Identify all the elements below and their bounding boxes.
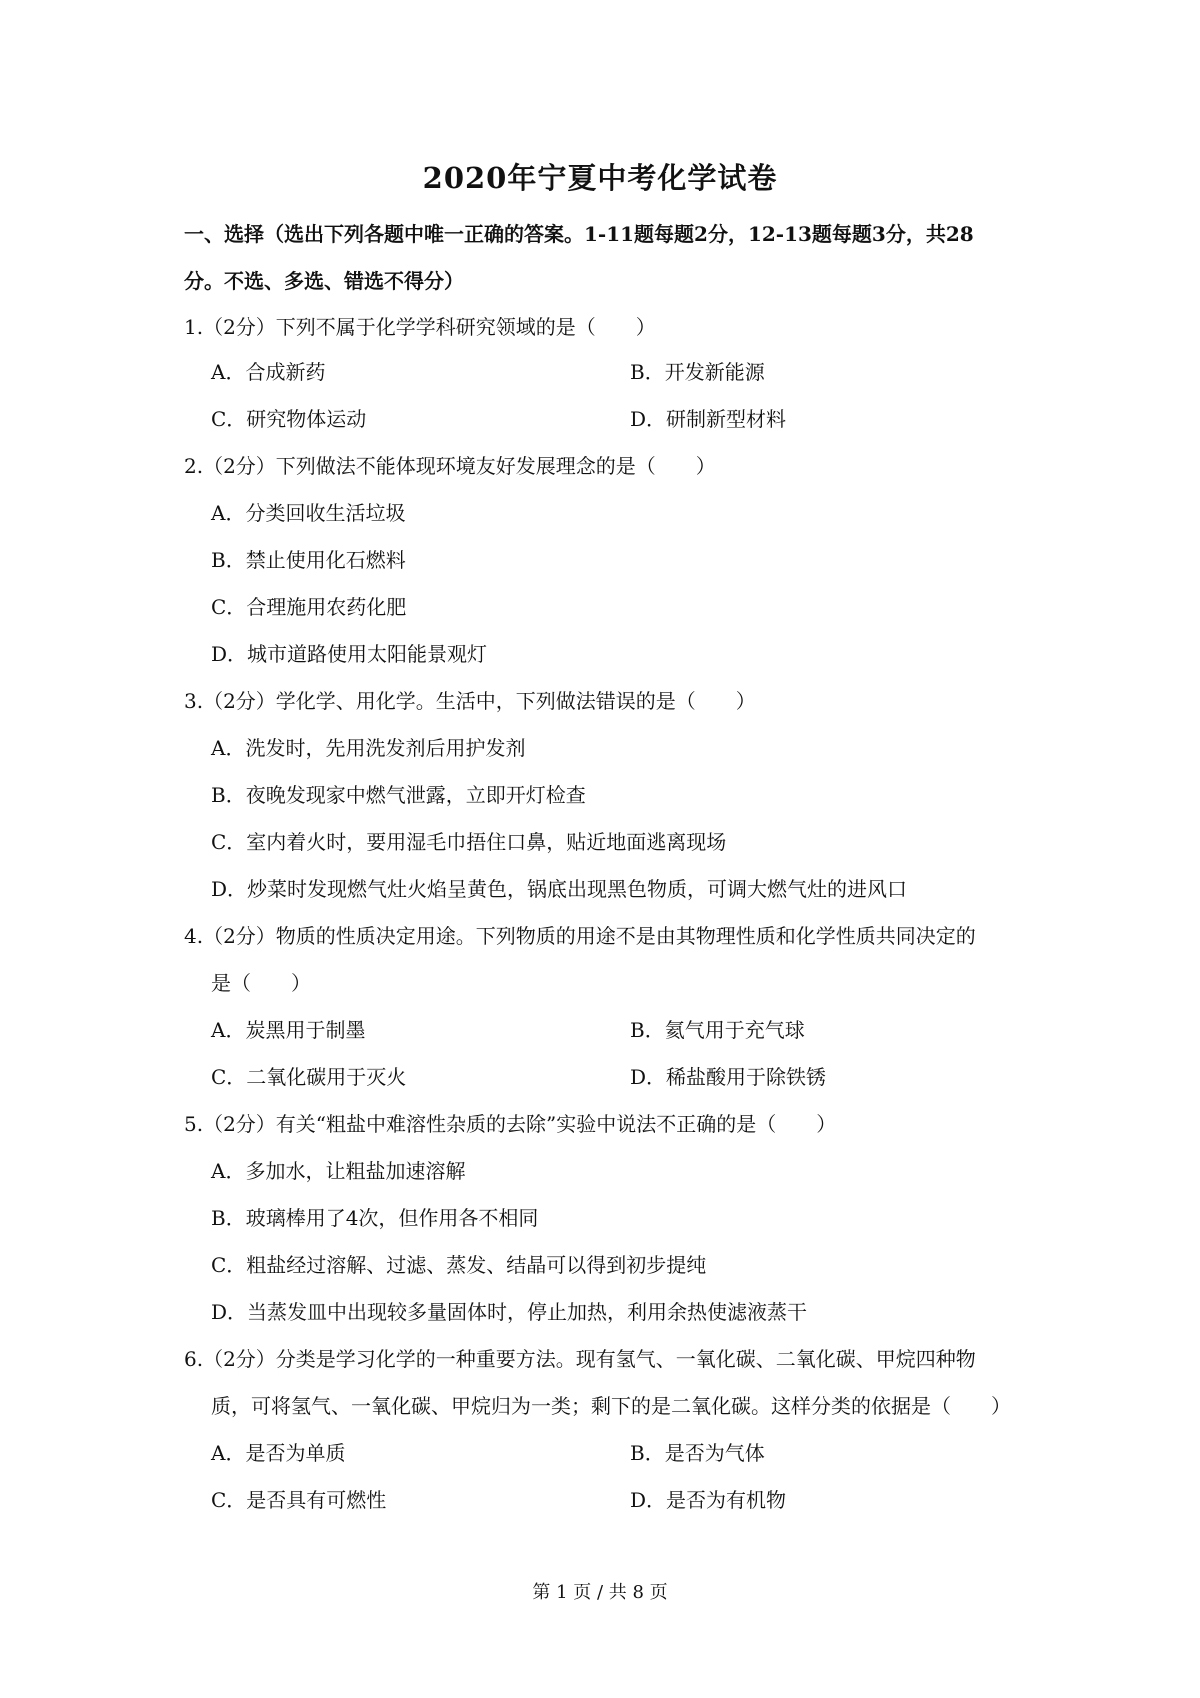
question-2-option-d: D．城市道路使用太阳能景观灯 xyxy=(211,642,488,666)
question-5-option-d: D．当蒸发皿中出现较多量固体时，停止加热，利用余热使滤液蒸干 xyxy=(211,1300,808,1324)
question-5-option-b: B．玻璃棒用了4次，但作用各不相同 xyxy=(211,1206,539,1230)
page-title: 2020年宁夏中考化学试卷 xyxy=(422,161,778,195)
question-4-option-d: D．稀盐酸用于除铁锈 xyxy=(630,1065,827,1089)
question-1-stem: 1.（2分）下列不属于化学学科研究领域的是（ ） xyxy=(184,315,656,339)
section-heading-line2: 分。不选、多选、错选不得分） xyxy=(184,269,464,293)
question-1-option-d: D．研制新型材料 xyxy=(630,407,787,431)
question-6-option-b: B．是否为气体 xyxy=(630,1441,765,1465)
question-4-option-c: C．二氧化碳用于灭火 xyxy=(211,1065,407,1089)
question-2-option-b: B．禁止使用化石燃料 xyxy=(211,548,406,572)
question-1-option-a: A．合成新药 xyxy=(211,360,326,384)
question-4-stem: 4.（2分）物质的性质决定用途。下列物质的用途不是由其物理性质和化学性质共同决定的 xyxy=(184,924,976,948)
question-6-stem: 6.（2分）分类是学习化学的一种重要方法。现有氢气、一氧化碳、二氧化碳、甲烷四种物 xyxy=(184,1347,976,1371)
question-2-option-a: A．分类回收生活垃圾 xyxy=(211,501,406,525)
question-5-option-a: A．多加水，让粗盐加速溶解 xyxy=(211,1159,466,1183)
page-footer: 第 1 页 / 共 8 页 xyxy=(532,1582,668,1603)
question-6-stem-continued: 质，可将氢气、一氧化碳、甲烷归为一类；剩下的是二氧化碳。这样分类的依据是（ ） xyxy=(211,1394,1011,1418)
section-heading-line1: 一、选择（选出下列各题中唯一正确的答案。1-11题每题2分，12-13题每题3分，共28 xyxy=(184,222,974,246)
question-6-option-d: D．是否为有机物 xyxy=(630,1488,787,1512)
question-4-stem-continued: 是（ ） xyxy=(211,971,311,995)
question-3-option-c: C．室内着火时，要用湿毛巾捂住口鼻，贴近地面逃离现场 xyxy=(211,830,727,854)
question-5-option-c: C．粗盐经过溶解、过滤、蒸发、结晶可以得到初步提纯 xyxy=(211,1253,707,1277)
question-4-option-a: A．炭黑用于制墨 xyxy=(211,1018,366,1042)
question-6-option-a: A．是否为单质 xyxy=(211,1441,346,1465)
question-3-option-a: A．洗发时，先用洗发剂后用护发剂 xyxy=(211,736,526,760)
question-5-stem: 5.（2分）有关“粗盐中难溶性杂质的去除”实验中说法不正确的是（ ） xyxy=(184,1112,837,1136)
question-1-option-b: B．开发新能源 xyxy=(630,360,765,384)
question-1-option-c: C．研究物体运动 xyxy=(211,407,367,431)
question-2-option-c: C．合理施用农药化肥 xyxy=(211,595,407,619)
question-3-option-b: B．夜晚发现家中燃气泄露，立即开灯检查 xyxy=(211,783,586,807)
question-3-option-d: D．炒菜时发现燃气灶火焰呈黄色，锅底出现黑色物质，可调大燃气灶的进风口 xyxy=(211,877,908,901)
question-6-option-c: C．是否具有可燃性 xyxy=(211,1488,387,1512)
question-2-stem: 2.（2分）下列做法不能体现环境友好发展理念的是（ ） xyxy=(184,454,716,478)
question-3-stem: 3.（2分）学化学、用化学。生活中，下列做法错误的是（ ） xyxy=(184,689,756,713)
question-4-option-b: B．氦气用于充气球 xyxy=(630,1018,805,1042)
